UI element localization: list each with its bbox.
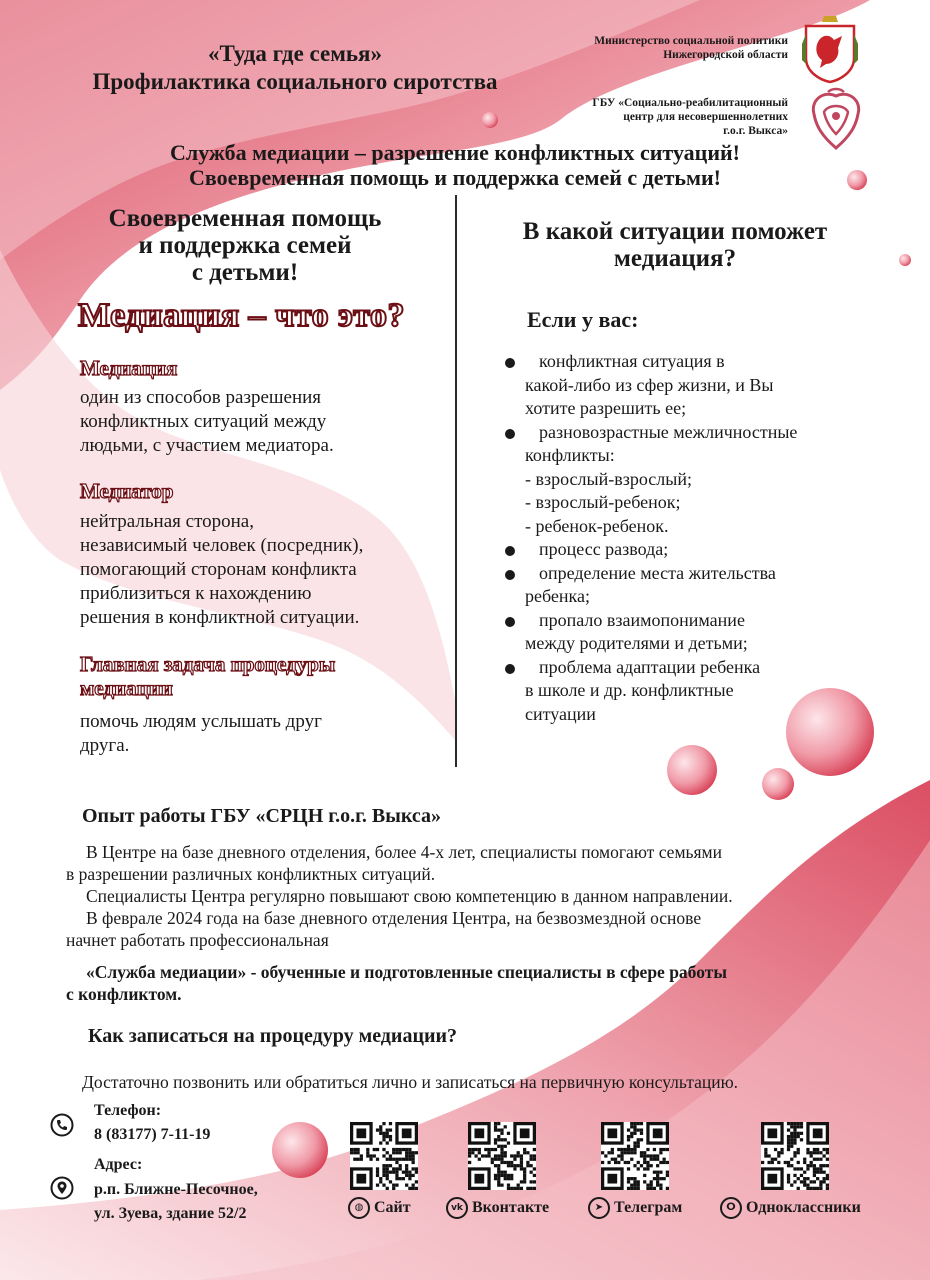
ministry-line: Министерство социальной политики bbox=[594, 35, 788, 47]
address-line: р.п. Ближне-Песочное, bbox=[94, 1181, 258, 1198]
term-line: медиации bbox=[80, 676, 173, 700]
signup-text: Достаточно позвонить или обратиться лично и записаться на первичную консультацию. bbox=[82, 1072, 739, 1092]
right-heading-line: медиация? bbox=[613, 245, 737, 272]
right-heading-line: В какой ситуации поможет bbox=[522, 218, 828, 245]
vk-icon: vk bbox=[446, 1197, 468, 1219]
phone-label: Телефон: bbox=[94, 1102, 162, 1119]
left-heading-line: Своевременная помощь bbox=[108, 205, 382, 232]
qr-code-telegram[interactable] bbox=[601, 1122, 669, 1190]
list-item-text: в школе и др. конфликтные bbox=[525, 680, 734, 700]
definition-line: приблизиться к нахождению bbox=[80, 583, 312, 604]
left-heading-line: и поддержка семей bbox=[138, 232, 352, 259]
qr-code-odnoklassniki[interactable] bbox=[761, 1122, 829, 1190]
definition-line: конфликтных ситуаций между bbox=[80, 411, 327, 432]
social-link-odnoklassniki[interactable] bbox=[720, 1197, 861, 1219]
list-subitem: - взрослый-ребенок; bbox=[525, 492, 681, 512]
term-line: Главная задача процедуры bbox=[80, 652, 336, 676]
mediation-question: Медиация – что это? bbox=[78, 297, 406, 334]
experience-paragraph bbox=[66, 841, 886, 1005]
paragraph-line: В Центре на базе дневного отделения, более 4-х лет, специалисты помогают семьями bbox=[86, 842, 722, 862]
list-item bbox=[505, 421, 875, 539]
bullet-icon bbox=[505, 358, 515, 368]
social-label: Сайт bbox=[374, 1199, 411, 1216]
list-item-text: пропало взаимопонимание bbox=[539, 609, 745, 630]
list-item-text: хотите разрешить ее; bbox=[525, 398, 687, 418]
globe-icon: ◍ bbox=[348, 1197, 370, 1219]
slogan: «Туда где семья» bbox=[208, 41, 382, 66]
column-divider bbox=[455, 195, 457, 767]
paragraph-line: «Служба медиации» - обученные и подготовленные специалисты в сфере работы bbox=[86, 962, 727, 982]
list-item-text: определение места жительства bbox=[539, 562, 776, 583]
definition-line: независимый человек (посредник), bbox=[80, 535, 364, 556]
list-item-text: процесс развода; bbox=[539, 539, 669, 559]
definition-line: нейтральная сторона, bbox=[80, 511, 254, 532]
social-link-vkontakte[interactable] bbox=[446, 1197, 549, 1219]
social-link-site[interactable] bbox=[348, 1197, 411, 1219]
paragraph-line: в разрешении различных конфликтных ситуаций. bbox=[66, 864, 436, 884]
address-line: ул. Зуева, здание 52/2 bbox=[94, 1205, 247, 1222]
paragraph-line: начнет работать профессиональная bbox=[66, 930, 329, 950]
org-line: центр для несовершеннолетних bbox=[623, 111, 788, 123]
page-title: Профилактика социального сиротства bbox=[92, 69, 498, 94]
header-title-block bbox=[60, 40, 530, 96]
bullet-icon bbox=[505, 617, 515, 627]
list-item bbox=[505, 538, 875, 562]
phone-number[interactable]: 8 (83177) 7-11-19 bbox=[94, 1126, 211, 1143]
definition-line: один из способов разрешения bbox=[80, 387, 322, 408]
list-item-text: проблема адаптации ребенка bbox=[539, 656, 761, 677]
list-item-text: ребенка; bbox=[525, 586, 590, 606]
list-item bbox=[505, 656, 875, 727]
bullet-icon bbox=[505, 546, 515, 556]
if-you-label: Если у вас: bbox=[527, 307, 639, 332]
list-item-text: какой-либо из сфер жизни, и Вы bbox=[525, 374, 774, 395]
service-banner bbox=[60, 140, 850, 190]
list-subitem: - ребенок-ребенок. bbox=[525, 515, 669, 536]
list-item-text: конфликты: bbox=[525, 445, 615, 465]
list-item-text: между родителями и детьми; bbox=[525, 633, 748, 653]
term-main-task bbox=[80, 652, 450, 700]
phone-icon bbox=[50, 1113, 74, 1137]
telegram-icon: ➤ bbox=[588, 1197, 610, 1219]
definition-line: людьми, с участием медиатора. bbox=[80, 435, 334, 456]
situations-list bbox=[505, 350, 875, 726]
org-line: ГБУ «Социально-реабилитационный bbox=[592, 97, 788, 109]
banner-line: Своевременная помощь и поддержка семей с детьми! bbox=[188, 165, 721, 190]
left-heading bbox=[60, 205, 430, 286]
paragraph-line: с конфликтом. bbox=[66, 984, 182, 1004]
definition-mediation bbox=[80, 386, 440, 458]
experience-heading: Опыт работы ГБУ «СРЦН г.о.г. Выкса» bbox=[82, 805, 442, 827]
left-heading-line: с детьми! bbox=[191, 259, 299, 286]
ministry-line: Нижегородской области bbox=[663, 49, 788, 61]
definition-line: решения в конфликтной ситуации. bbox=[80, 607, 360, 628]
paragraph-line: Специалисты Центра регулярно повышают свою компетенцию в данном направлении. bbox=[86, 886, 733, 906]
paragraph-line: В феврале 2024 года на базе дневного отделения Центра, на безвозмездной основе bbox=[86, 908, 702, 928]
banner-line: Служба медиации – разрешение конфликтных ситуаций! bbox=[169, 140, 741, 165]
list-item bbox=[505, 609, 875, 656]
list-item-text: разновозрастные межличностные bbox=[539, 421, 798, 442]
list-item-text: конфликтная ситуация в bbox=[539, 351, 725, 371]
list-item bbox=[505, 562, 875, 609]
social-label: Телеграм bbox=[614, 1199, 683, 1216]
list-item bbox=[505, 350, 875, 421]
coat-of-arms-icon bbox=[800, 14, 860, 84]
address-label: Адрес: bbox=[94, 1156, 143, 1173]
social-link-telegram[interactable] bbox=[588, 1197, 682, 1219]
bullet-icon bbox=[505, 570, 515, 580]
location-pin-icon bbox=[50, 1176, 74, 1200]
bullet-icon bbox=[505, 429, 515, 439]
social-label: Вконтакте bbox=[472, 1199, 550, 1216]
ok-icon: ⵔ bbox=[720, 1197, 742, 1219]
definition-line: друга. bbox=[80, 735, 130, 756]
definition-line: помочь людям услышать друг bbox=[80, 711, 322, 732]
term-mediator: Медиатор bbox=[80, 479, 174, 503]
social-label: Одноклассники bbox=[746, 1199, 861, 1216]
definition-line: помогающий сторонам конфликта bbox=[80, 559, 357, 580]
definition-main-task bbox=[80, 710, 440, 758]
qr-code-site[interactable] bbox=[350, 1122, 418, 1190]
signup-heading: Как записаться на процедуру медиации? bbox=[88, 1025, 458, 1047]
org-line: г.о.г. Выкса» bbox=[723, 125, 788, 137]
list-subitem: - взрослый-взрослый; bbox=[525, 468, 693, 489]
definition-mediator bbox=[80, 510, 450, 630]
qr-code-vkontakte[interactable] bbox=[468, 1122, 536, 1190]
organization-label bbox=[540, 96, 788, 138]
right-heading bbox=[475, 218, 875, 272]
ministry-label bbox=[540, 34, 788, 62]
term-mediation: Медиация bbox=[80, 356, 178, 380]
list-item-text: ситуации bbox=[525, 703, 596, 724]
bullet-icon bbox=[505, 664, 515, 674]
